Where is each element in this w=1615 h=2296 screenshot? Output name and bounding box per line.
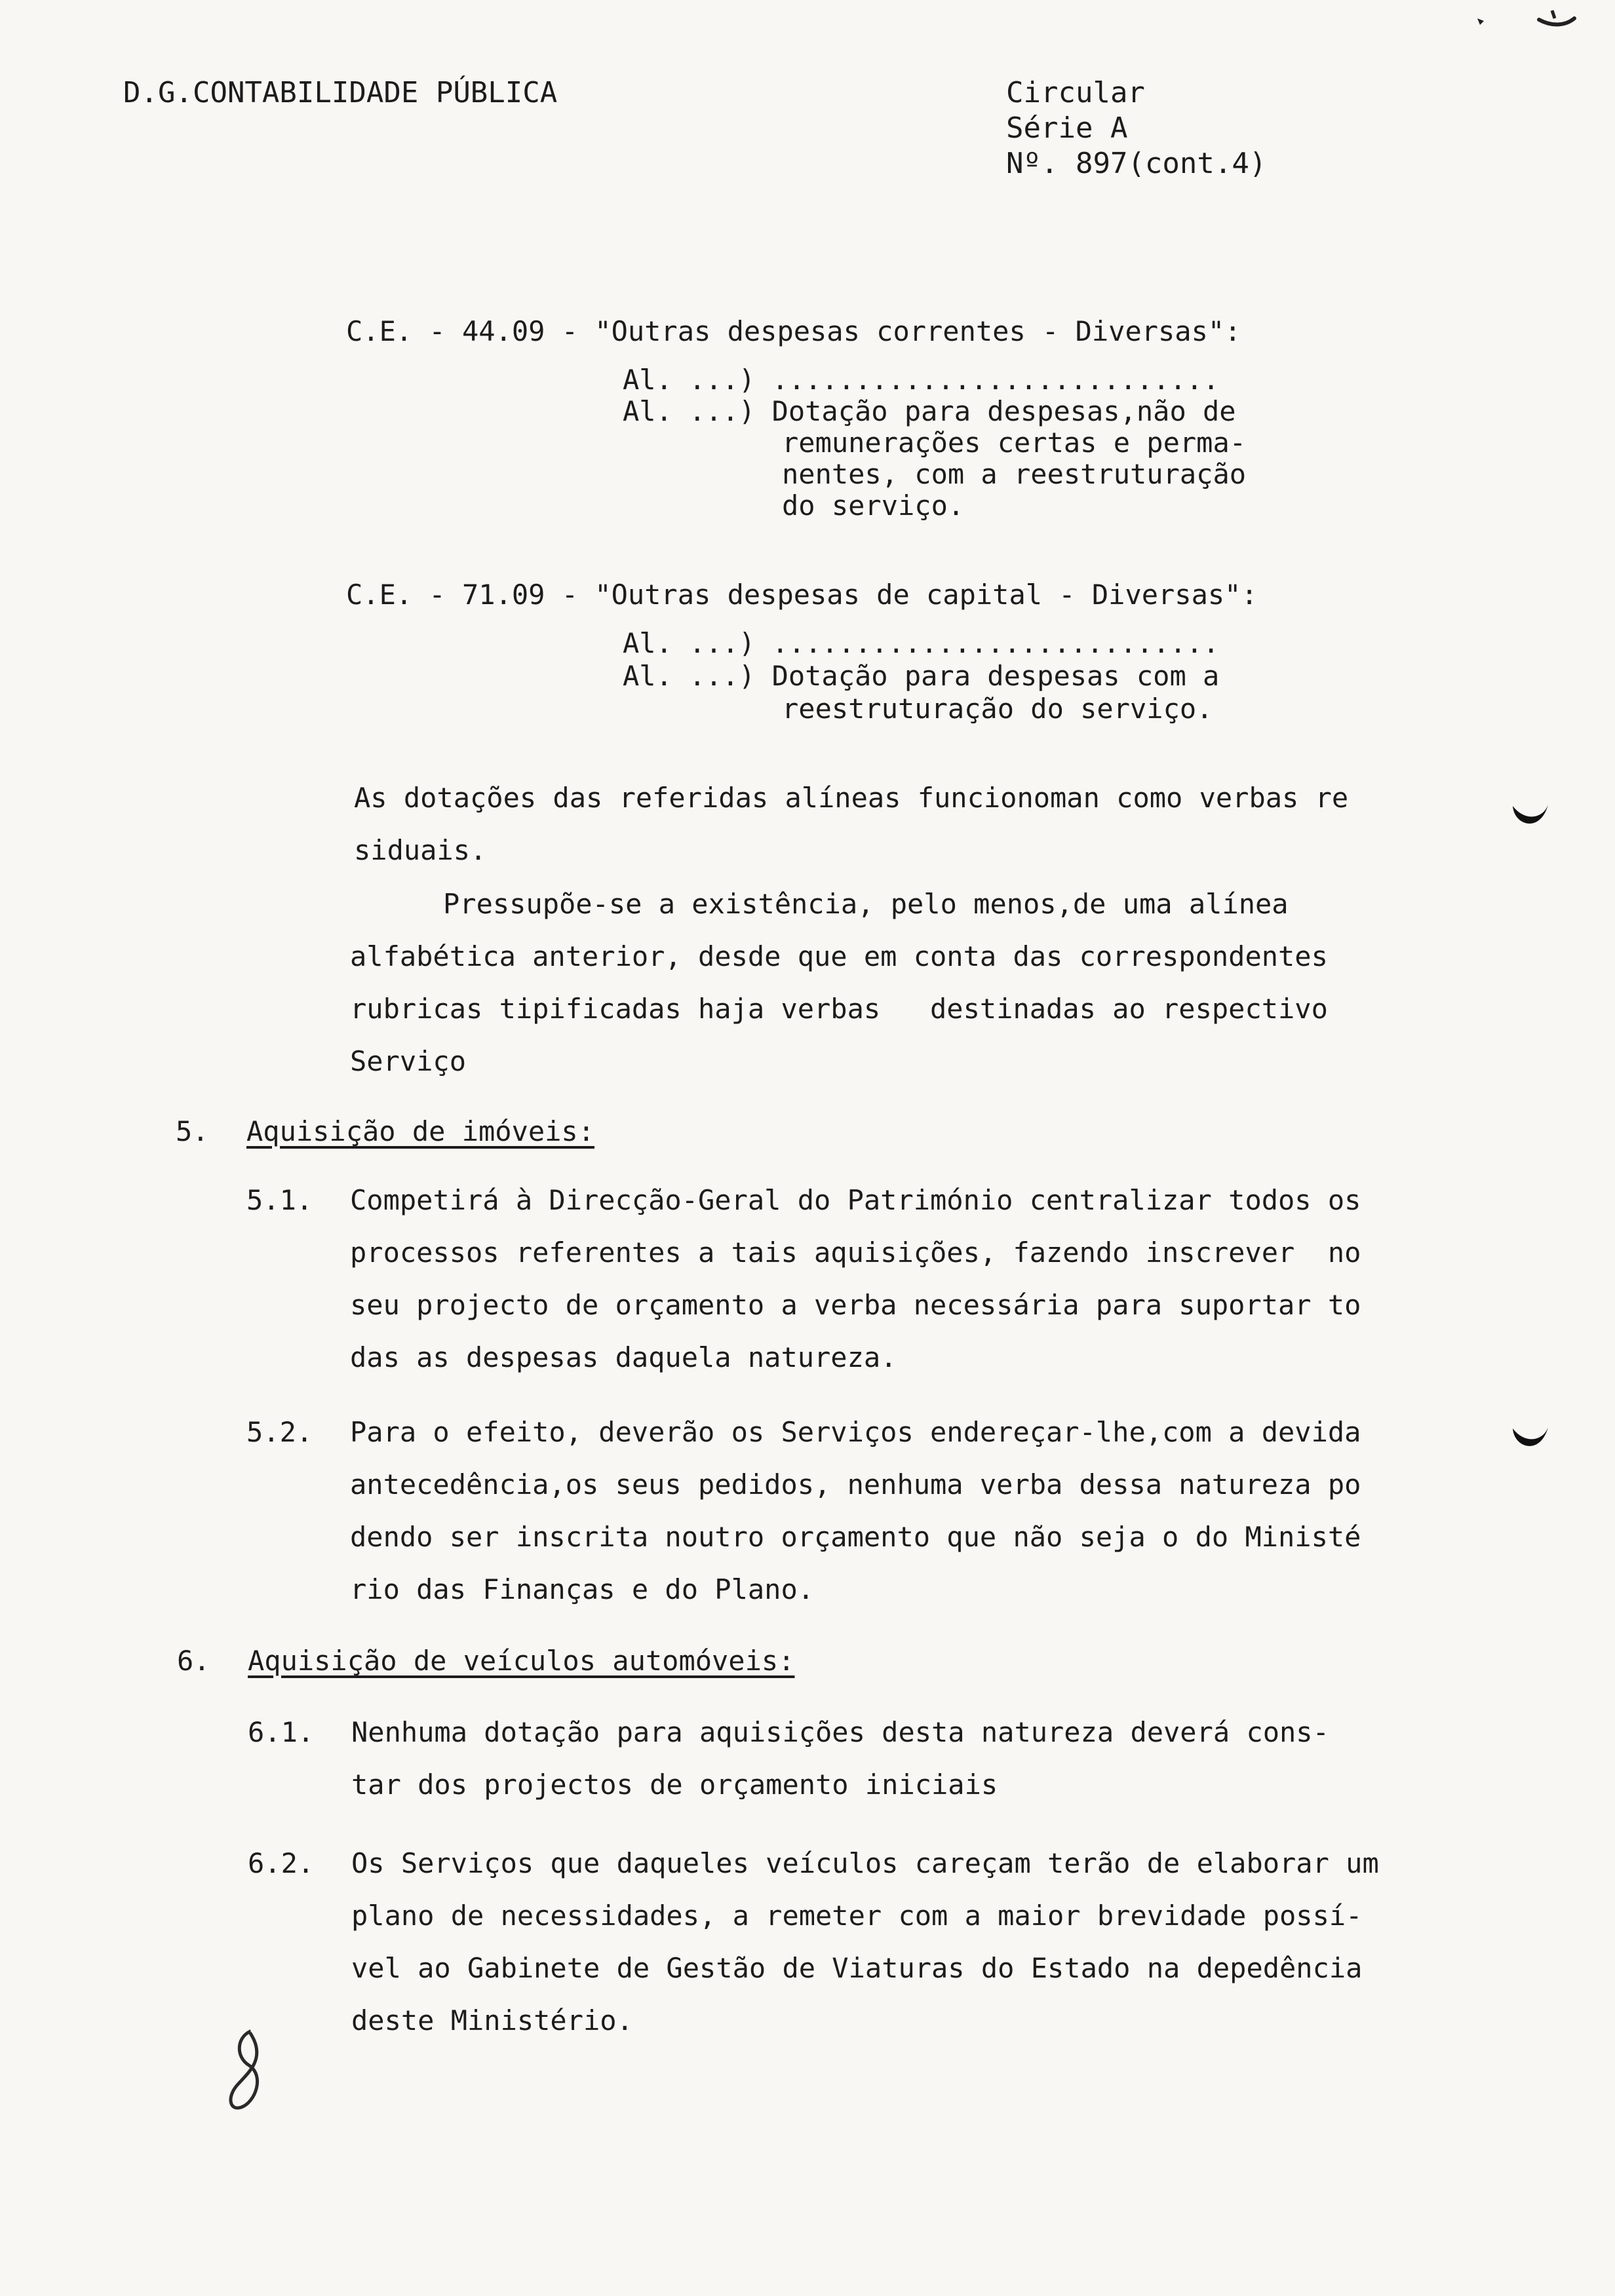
ce-44-09-text-line: remunerações certas e perma- bbox=[782, 427, 1247, 459]
circular-number: Nº. 897(cont.4) bbox=[1006, 147, 1267, 180]
section-6-number: 6. bbox=[177, 1645, 210, 1677]
clause-5-2-line: rio das Finanças e do Plano. bbox=[350, 1573, 815, 1605]
clause-5-1-line: processos referentes a tais aquisições, fazendo inscrever no bbox=[350, 1236, 1361, 1269]
clause-6-2-line: vel ao Gabinete de Gestão de Viaturas do Estado na depedência bbox=[351, 1952, 1363, 1984]
clause-5-2-number: 5.2. bbox=[246, 1416, 313, 1448]
ce-71-09-alinea-1: Al. ...) ........................... bbox=[623, 627, 1220, 659]
issuing-department: D.G.CONTABILIDADE PÚBLICA bbox=[123, 76, 558, 109]
section-6-title: Aquisição de veículos automóveis: bbox=[248, 1645, 795, 1677]
paragraph-line: siduais. bbox=[354, 834, 487, 866]
hole-punch-mark bbox=[1508, 1422, 1553, 1461]
ce-44-09-alinea-2: Al. ...) Dotação para despesas,não de bbox=[623, 395, 1236, 427]
paragraph-line: alfabética anterior, desde que em conta das correspondentes bbox=[350, 940, 1328, 972]
paragraph-line: rubricas tipificadas haja verbas destinadas ao respectivo bbox=[350, 993, 1328, 1025]
paragraph-line: As dotações das referidas alíneas funcionoman como verbas re bbox=[354, 782, 1349, 814]
clause-5-2-line: Para o efeito, deverão os Serviços endereçar-lhe,com a devida bbox=[350, 1416, 1361, 1448]
hole-punch-mark bbox=[1508, 799, 1553, 839]
section-5-number: 5. bbox=[176, 1115, 209, 1147]
clause-6-2-line: plano de necessidades, a remeter com a maior brevidade possí- bbox=[351, 1900, 1363, 1932]
ce-44-09-alinea-1: Al. ...) ........................... bbox=[623, 364, 1220, 396]
staple-mark bbox=[1468, 5, 1580, 31]
paragraph-line: Pressupõe-se a existência, pelo menos,de uma alínea bbox=[443, 888, 1289, 920]
clause-6-2-line: deste Ministério. bbox=[351, 2004, 633, 2037]
ce-71-09-heading: C.E. - 71.09 - "Outras despesas de capital - Diversas": bbox=[346, 579, 1258, 611]
ce-71-09-text-line: reestruturação do serviço. bbox=[782, 693, 1213, 725]
circular-label: Circular bbox=[1006, 76, 1145, 109]
ce-44-09-text-line: do serviço. bbox=[782, 489, 965, 522]
handwritten-initials bbox=[210, 2025, 282, 2116]
clause-5-2-line: dendo ser inscrita noutro orçamento que não seja o do Ministé bbox=[350, 1521, 1361, 1553]
clause-5-2-line: antecedência,os seus pedidos, nenhuma verba dessa natureza po bbox=[350, 1468, 1361, 1501]
clause-6-1-line: Nenhuma dotação para aquisições desta natureza deverá cons- bbox=[351, 1716, 1329, 1748]
clause-5-1-line: seu projecto de orçamento a verba necessária para suportar to bbox=[350, 1289, 1361, 1321]
section-5-title: Aquisição de imóveis: bbox=[246, 1115, 595, 1147]
clause-6-1-line: tar dos projectos de orçamento iniciais bbox=[351, 1769, 998, 1801]
series-label: Série A bbox=[1006, 111, 1128, 145]
clause-5-1-line: Competirá à Direcção-Geral do Património centralizar todos os bbox=[350, 1184, 1361, 1216]
ce-44-09-text-line: nentes, com a reestruturação bbox=[782, 458, 1247, 490]
clause-6-2-number: 6.2. bbox=[248, 1847, 315, 1879]
ce-71-09-alinea-2: Al. ...) Dotação para despesas com a bbox=[623, 660, 1220, 692]
clause-6-2-line: Os Serviços que daqueles veículos careçam terão de elaborar um bbox=[351, 1847, 1379, 1879]
paragraph-line: Serviço bbox=[350, 1045, 467, 1077]
ce-44-09-heading: C.E. - 44.09 - "Outras despesas correntes - Diversas": bbox=[346, 315, 1241, 347]
clause-5-1-line: das as despesas daquela natureza. bbox=[350, 1341, 897, 1373]
clause-6-1-number: 6.1. bbox=[248, 1716, 315, 1748]
clause-5-1-number: 5.1. bbox=[246, 1184, 313, 1216]
